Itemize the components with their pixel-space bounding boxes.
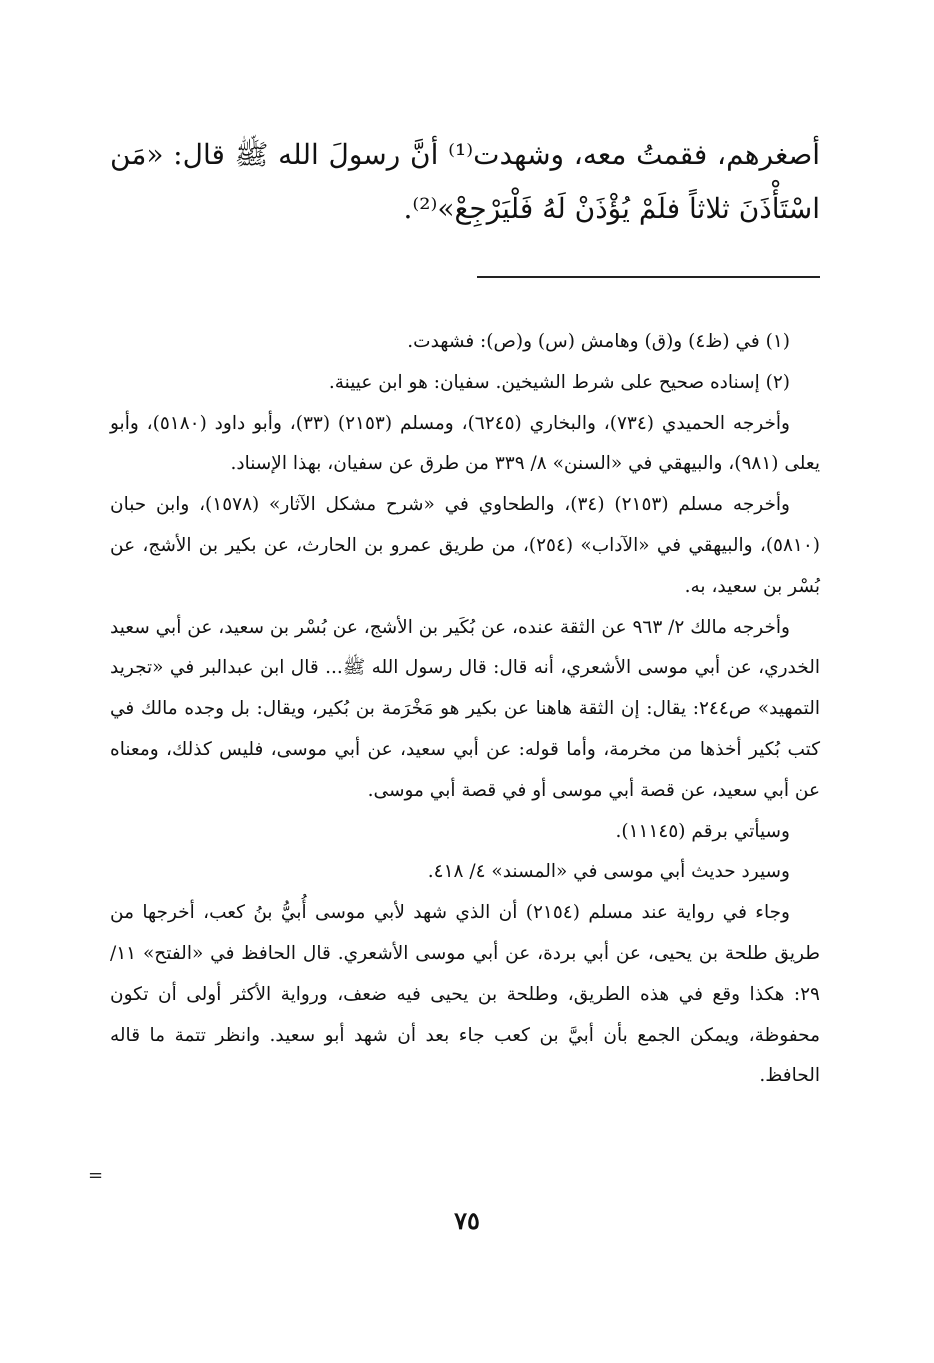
- footnote-1: (١) في (ظ٤) و(ق) وهامش (س) و(ص): فشهدت.: [407, 331, 790, 352]
- footnote-2-takhrij-6: وجاء في رواية عند مسلم (٢١٥٤) أن الذي شهد لأبي موسى أُبيُّ بنُ كعب، أخرجها من طريق طلحة بن يحيى، عن أبي بردة، عن أبي موسى الأشعري. قال الحافظ في «الفتح» ١١/ ٢٩: هكذا وقع في هذه الطريق، وطلحة بن يحيى فيه ضعف، ورواية الأكثر أولى أن تكون محفوظة، ويمكن الجمع بأن أبيَّ بن كعب جاء بعد أن شهد أبو سعيد. وانظر تتمة ما قاله الحافظ.: [110, 902, 820, 1087]
- footnote-2: (٢) إسناده صحيح على شرط الشيخين. سفيان: هو ابن عيينة.: [328, 371, 790, 393]
- footnote-2-takhrij-2: وأخرجه مسلم (٢١٥٣) (٣٤)، والطحاوي في «شرح مشكل الآثار» (١٥٧٨)، وابن حبان (٥٨١٠)، والبيهقي في «الآداب» (٢٥٤)، من طريق عمرو بن الحارث، عن بكير بن الأشج، عن بُسْر بن سعيد، به.: [110, 494, 820, 597]
- page-number: ٧٥: [454, 1206, 480, 1235]
- footnote-separator: [477, 276, 820, 278]
- footnote-2-takhrij-1: وأخرجه الحميدي (٧٣٤)، والبخاري (٦٢٤٥)، ومسلم (٢١٥٣) (٣٣)، وأبو داود (٥١٨٠)، وأبو يعلى (٩٨١)، والبيهقي في «السنن» ٨/ ٣٣٩ من طرق عن سفيان، بهذا الإسناد.: [110, 412, 820, 475]
- footnote-2-takhrij-5: وسيرد حديث أبي موسى في «المسند» ٤/ ٤١٨.: [427, 861, 790, 883]
- footnote-2-takhrij-4: وسيأتي برقم (١١١٤٥).: [615, 820, 790, 842]
- footnotes: [110, 322, 820, 1097]
- footnote-2-takhrij-3: وأخرجه مالك ٢/ ٩٦٣ عن الثقة عنده، عن بُكَير بن الأشج، عن بُسْر بن سعيد، عن أبي سعيد الخدري، عن أبي موسى الأشعري، أنه قال: قال رسول الله ﷺ... قال ابن عبدالبر في «تجريد التمهيد» ص٢٤٤: يقال: إن الثقة هاهنا عن بكير هو مَخْرَمة بن بُكير، ويقال: بل وجده مالك في كتب بُكير أخذها من مخرمة، وأما قوله: عن أبي سعيد، عن أبي موسى، فليس كذلك، ومعناه عن أبي سعيد، عن قصة أبي موسى أو في قصة أبي موسى.: [110, 616, 820, 801]
- page-body: [110, 128, 820, 1097]
- footnote-separator-wrap: [110, 276, 820, 278]
- continuation-mark: =: [88, 1165, 104, 1186]
- main-paragraph: أصغرهم، فقمتُ معه، وشهدت⁽¹⁾ أنَّ رسولَ الله ﷺ قال: «مَن اسْتَأْذَنَ ثلاثاً فلَمْ يُؤْذَنْ لَهُ فَلْيَرْجِعْ»⁽²⁾.: [110, 138, 821, 225]
